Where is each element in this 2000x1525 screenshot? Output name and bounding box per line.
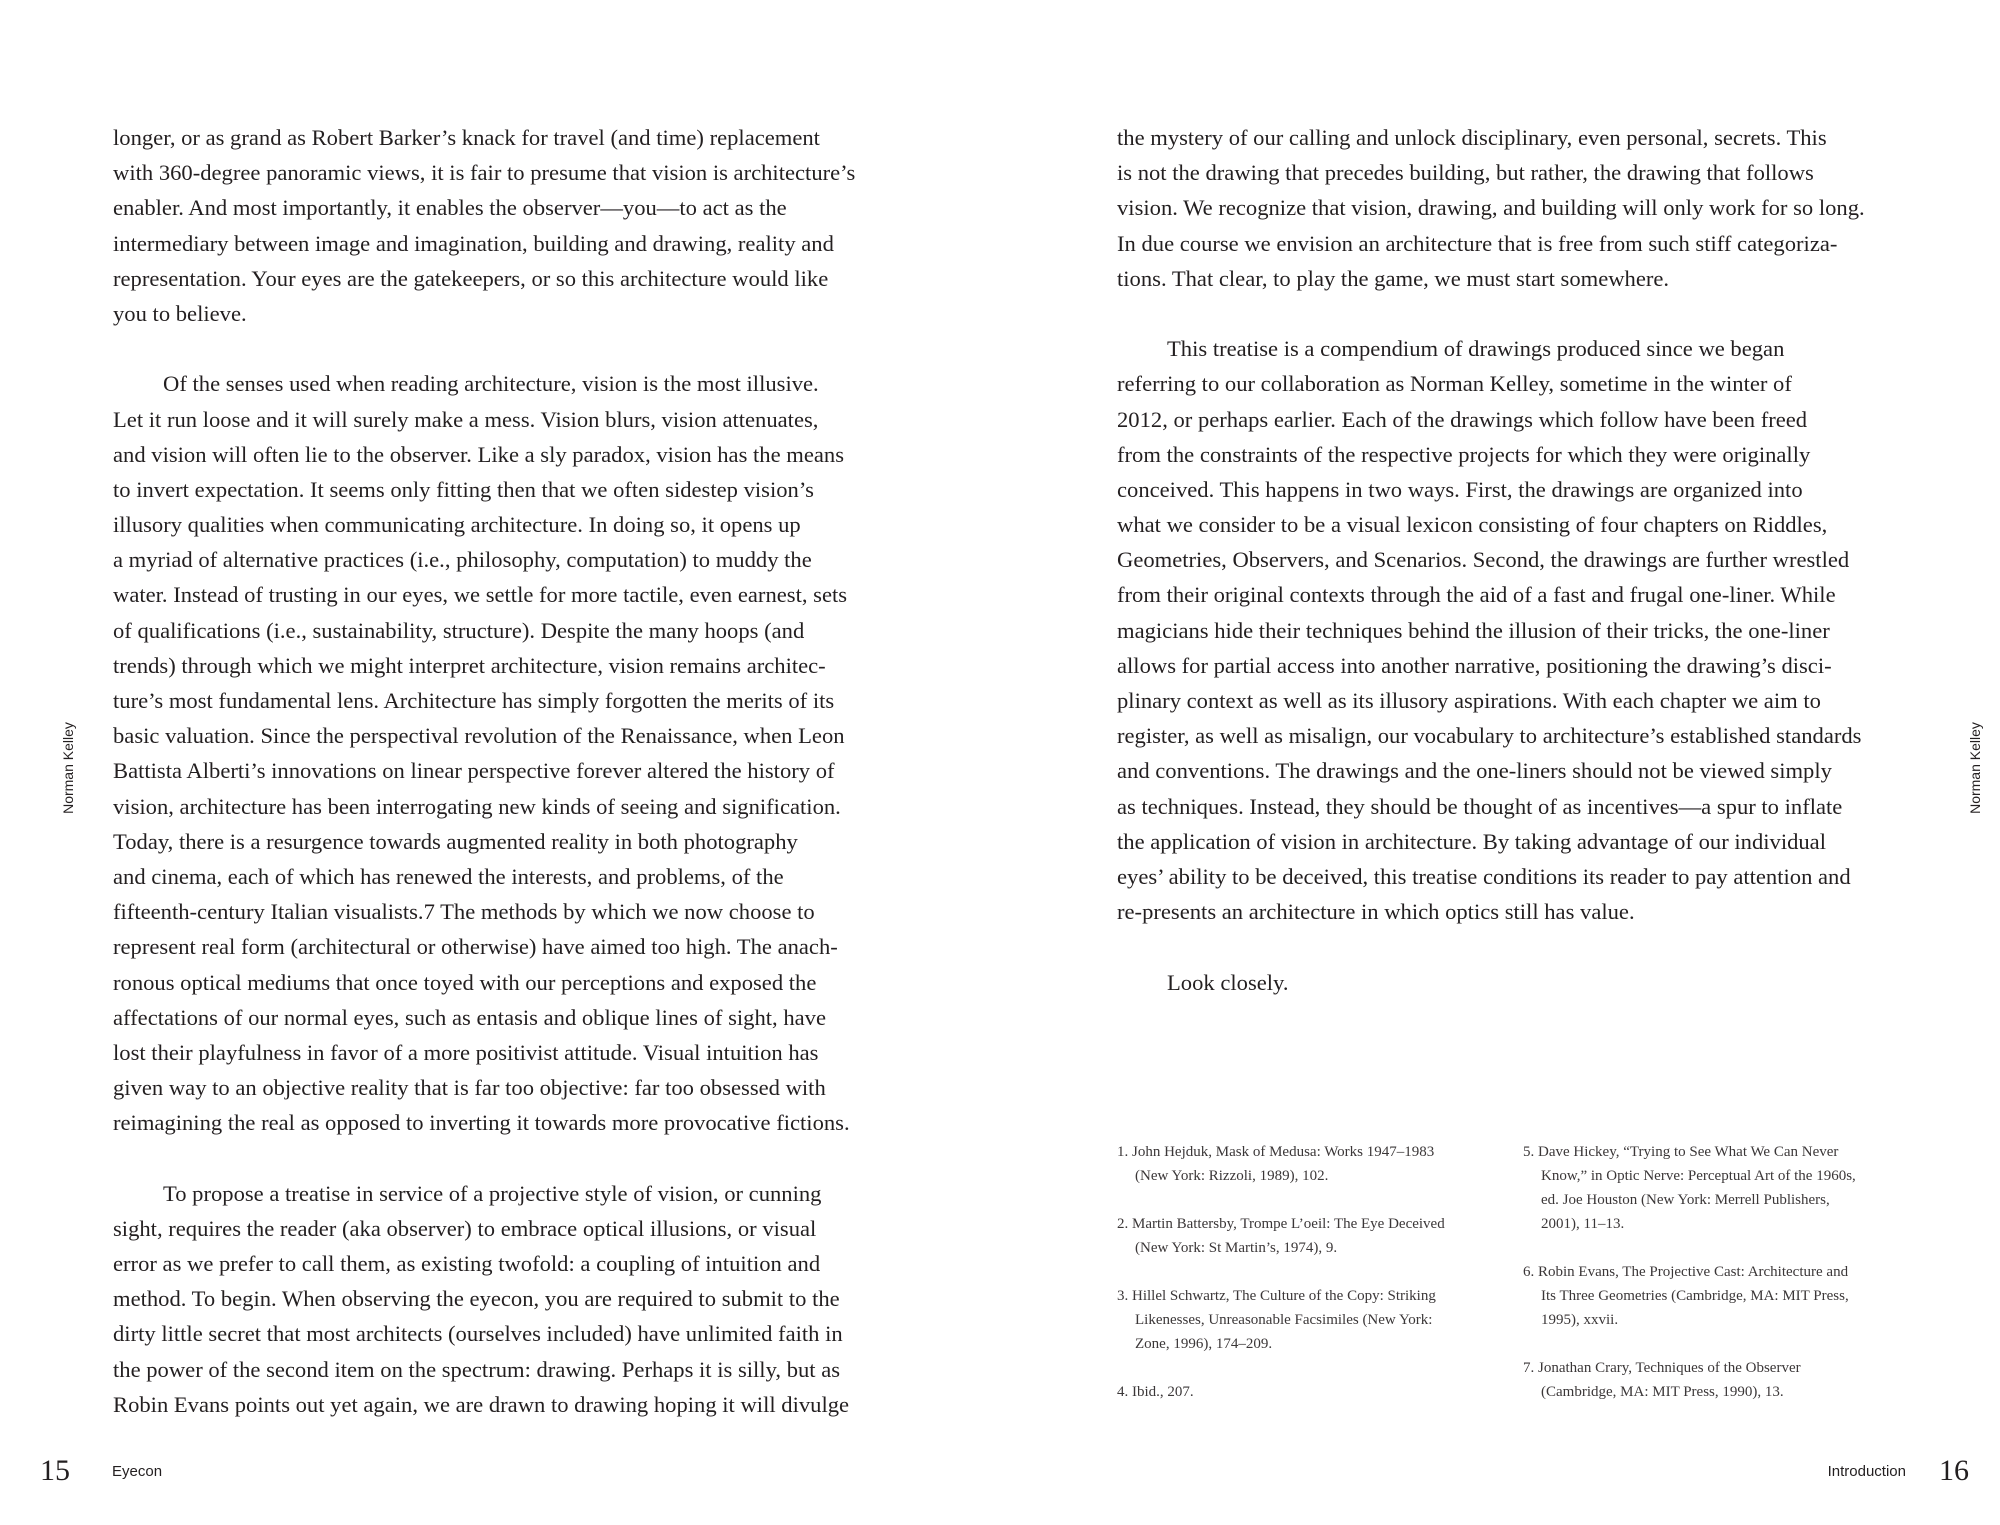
text-line: re-presents an architecture in which optics still has value. — [1117, 899, 1635, 925]
endnote — [1523, 1260, 1913, 1332]
endnote — [1117, 1140, 1517, 1188]
text-line: the power of the second item on the spectrum: drawing. Perhaps it is silly, but as — [113, 1356, 841, 1382]
text-line: the mystery of our calling and unlock disciplinary, even personal, secrets. This — [1117, 125, 1827, 150]
text-line: tions. That clear, to play the game, we must start somewhere. — [1117, 265, 1670, 291]
text-line: basic valuation. Since the perspectival revolution of the Renaissance, when Leon — [113, 723, 845, 749]
endnote-line: 3. Hillel Schwartz, The Culture of the Copy: Striking — [1117, 1288, 1436, 1304]
endnote — [1117, 1212, 1517, 1260]
page-number: 16 — [1939, 1454, 1969, 1487]
text-line: Today, there is a resurgence towards augmented reality in both photography — [113, 828, 798, 854]
text-line: Of the senses used when reading architecture, vision is the most illusive. — [163, 371, 819, 397]
text-line: register, as well as misalign, our vocabulary to architecture’s established standards — [1117, 723, 1862, 749]
text-line: and vision will often lie to the observer. Like a sly paradox, vision has the means — [113, 441, 844, 467]
running-footer: Introduction — [1827, 1463, 1906, 1480]
text-line: lost their playfulness in favor of a more positivist attitude. Visual intuition has — [113, 1039, 819, 1065]
text-line: intermediary between image and imagination, building and drawing, reality and — [113, 230, 834, 256]
text-line: error as we prefer to call them, as existing twofold: a coupling of intuition and — [113, 1251, 821, 1276]
endnote-line: Likenesses, Unreasonable Facsimiles (New York: — [1135, 1312, 1433, 1328]
text-line: affectations of our normal eyes, such as entasis and oblique lines of sight, have — [113, 1004, 826, 1030]
text-line: representation. Your eyes are the gatekeepers, or so this architecture would like — [113, 265, 829, 291]
text-line: as techniques. Instead, they should be thought of as incentives—a spur to inflate — [1117, 793, 1843, 819]
endnote-line: 5. Dave Hickey, “Trying to See What We Can Never — [1523, 1144, 1839, 1160]
text-line: ronous optical mediums that once toyed with our perceptions and exposed the — [113, 969, 817, 995]
text-line: with 360-degree panoramic views, it is fair to presume that vision is architecture’s — [113, 160, 856, 186]
paragraph — [113, 120, 895, 331]
endnote — [1523, 1140, 1913, 1236]
text-line: what we consider to be a visual lexicon consisting of four chapters on Riddles, — [1117, 512, 1828, 538]
text-line: To propose a treatise in service of a projective style of vision, or cunning — [163, 1180, 822, 1206]
text-line: sight, requires the reader (aka observer) to embrace optical illusions, or visual — [113, 1215, 817, 1241]
right-page — [1000, 0, 2000, 1525]
text-line: Let it run loose and it will surely make a mess. Vision blurs, vision attenuates, — [113, 406, 819, 432]
text-line: referring to our collaboration as Norman Kelley, sometime in the winter of — [1117, 371, 1792, 397]
text-line: reimagining the real as opposed to inverting it towards more provocative fictions. — [113, 1110, 850, 1136]
text-line: magicians hide their techniques behind the illusion of their tricks, the one-liner — [1117, 617, 1830, 643]
text-line: is not the drawing that precedes building, but rather, the drawing that follows — [1117, 160, 1814, 186]
paragraph — [113, 366, 895, 1140]
text-line: dirty little secret that most architects (ourselves included) have unlimited faith in — [113, 1321, 843, 1347]
text-line: Geometries, Observers, and Scenarios. Second, the drawings are further wrestled — [1117, 547, 1850, 573]
endnote-line: (New York: St Martin’s, 1974), 9. — [1135, 1240, 1338, 1256]
text-line: conceived. This happens in two ways. First, the drawings are organized into — [1117, 476, 1803, 502]
endnote-line: Its Three Geometries (Cambridge, MA: MIT Press, — [1541, 1288, 1849, 1304]
text-line: This treatise is a compendium of drawings produced since we began — [1167, 336, 1785, 362]
page-number: 15 — [40, 1454, 70, 1487]
endnote — [1117, 1284, 1517, 1356]
text-line: of qualifications (i.e., sustainability, structure). Despite the many hoops (and — [113, 617, 805, 643]
text-line: 2012, or perhaps earlier. Each of the drawings which follow have been freed — [1117, 406, 1808, 432]
endnote-line: 1. John Hejduk, Mask of Medusa: Works 1947–1983 — [1117, 1144, 1435, 1160]
endnote-line: 7. Jonathan Crary, Techniques of the Observer — [1523, 1360, 1801, 1376]
text-line: enabler. And most importantly, it enables the observer—you—to act as the — [113, 195, 787, 221]
running-footer: Eyecon — [112, 1463, 163, 1480]
endnote-line: 2001), 11–13. — [1541, 1216, 1625, 1232]
text-line: eyes’ ability to be deceived, this treatise conditions its reader to pay attention and — [1117, 863, 1851, 889]
paragraph — [113, 1176, 895, 1422]
text-line: given way to an objective reality that is far too objective: far too obsessed with — [113, 1075, 826, 1101]
text-line: and conventions. The drawings and the one-liners should not be viewed simply — [1117, 758, 1832, 784]
text-line: represent real form (architectural or otherwise) have aimed too high. The anach- — [113, 934, 838, 960]
text-line: In due course we envision an architecture that is free from such stiff categoriza- — [1117, 230, 1838, 256]
text-line: Robin Evans points out yet again, we are drawn to drawing hoping it will divulge — [113, 1391, 850, 1417]
paragraph — [1117, 331, 1899, 929]
right-body-text — [1117, 120, 1899, 1035]
text-line: from the constraints of the respective projects for which they were originally — [1117, 441, 1811, 467]
text-line: trends) through which we might interpret architecture, vision remains architec- — [113, 652, 826, 678]
endnote-line: 4. Ibid., 207. — [1117, 1384, 1194, 1400]
text-line: the application of vision in architecture. By taking advantage of our individual — [1117, 828, 1826, 854]
paragraph — [1117, 965, 1899, 1000]
endnote — [1117, 1380, 1517, 1404]
text-line: vision, architecture has been interrogating new kinds of seeing and signification. — [113, 793, 841, 819]
text-line: allows for partial access into another narrative, positioning the drawing’s disci- — [1117, 652, 1832, 678]
endnote-line: Zone, 1996), 174–209. — [1135, 1336, 1273, 1352]
text-line: fifteenth-century Italian visualists.7 The methods by which we now choose to — [113, 899, 815, 925]
endnotes-column-2 — [1523, 1140, 1913, 1428]
text-line: water. Instead of trusting in our eyes, we settle for more tactile, even earnest, sets — [113, 582, 848, 608]
text-line: vision. We recognize that vision, drawing, and building will only work for so long. — [1117, 195, 1865, 221]
endnote-line: (Cambridge, MA: MIT Press, 1990), 13. — [1541, 1384, 1784, 1400]
endnote-line: 1995), xxvii. — [1541, 1312, 1619, 1328]
text-line: and cinema, each of which has renewed the interests, and problems, of the — [113, 863, 784, 889]
text-line: ture’s most fundamental lens. Architecture has simply forgotten the merits of its — [113, 688, 835, 713]
endnote-line: ed. Joe Houston (New York: Merrell Publishers, — [1541, 1192, 1830, 1208]
endnotes-column-1 — [1117, 1140, 1517, 1428]
text-line: from their original contexts through the aid of a fast and frugal one-liner. While — [1117, 582, 1836, 608]
text-line: Look closely. — [1167, 969, 1289, 995]
endnote-line: 2. Martin Battersby, Trompe L’oeil: The Eye Deceived — [1117, 1216, 1445, 1232]
endnote-line: 6. Robin Evans, The Projective Cast: Architecture and — [1523, 1264, 1849, 1280]
endnote-line: (New York: Rizzoli, 1989), 102. — [1135, 1168, 1329, 1184]
text-line: method. To begin. When observing the eyecon, you are required to submit to the — [113, 1286, 840, 1312]
text-line: a myriad of alternative practices (i.e., philosophy, computation) to muddy the — [113, 547, 812, 573]
text-line: you to believe. — [113, 300, 247, 326]
text-line: illusory qualities when communicating architecture. In doing so, it opens up — [113, 512, 801, 538]
text-line: Battista Alberti’s innovations on linear perspective forever altered the history of — [113, 758, 835, 784]
side-author-label: Norman Kelley — [60, 722, 76, 814]
side-author-label: Norman Kelley — [1967, 722, 1983, 814]
endnote — [1523, 1356, 1913, 1404]
text-line: plinary context as well as its illusory aspirations. With each chapter we aim to — [1117, 688, 1821, 713]
text-line: to invert expectation. It seems only fitting then that we often sidestep vision’s — [113, 476, 814, 502]
text-line: longer, or as grand as Robert Barker’s knack for travel (and time) replacement — [113, 125, 820, 150]
endnote-line: Know,” in Optic Nerve: Perceptual Art of the 1960s, — [1541, 1168, 1856, 1184]
left-body-text — [113, 120, 895, 1457]
paragraph — [1117, 120, 1899, 296]
